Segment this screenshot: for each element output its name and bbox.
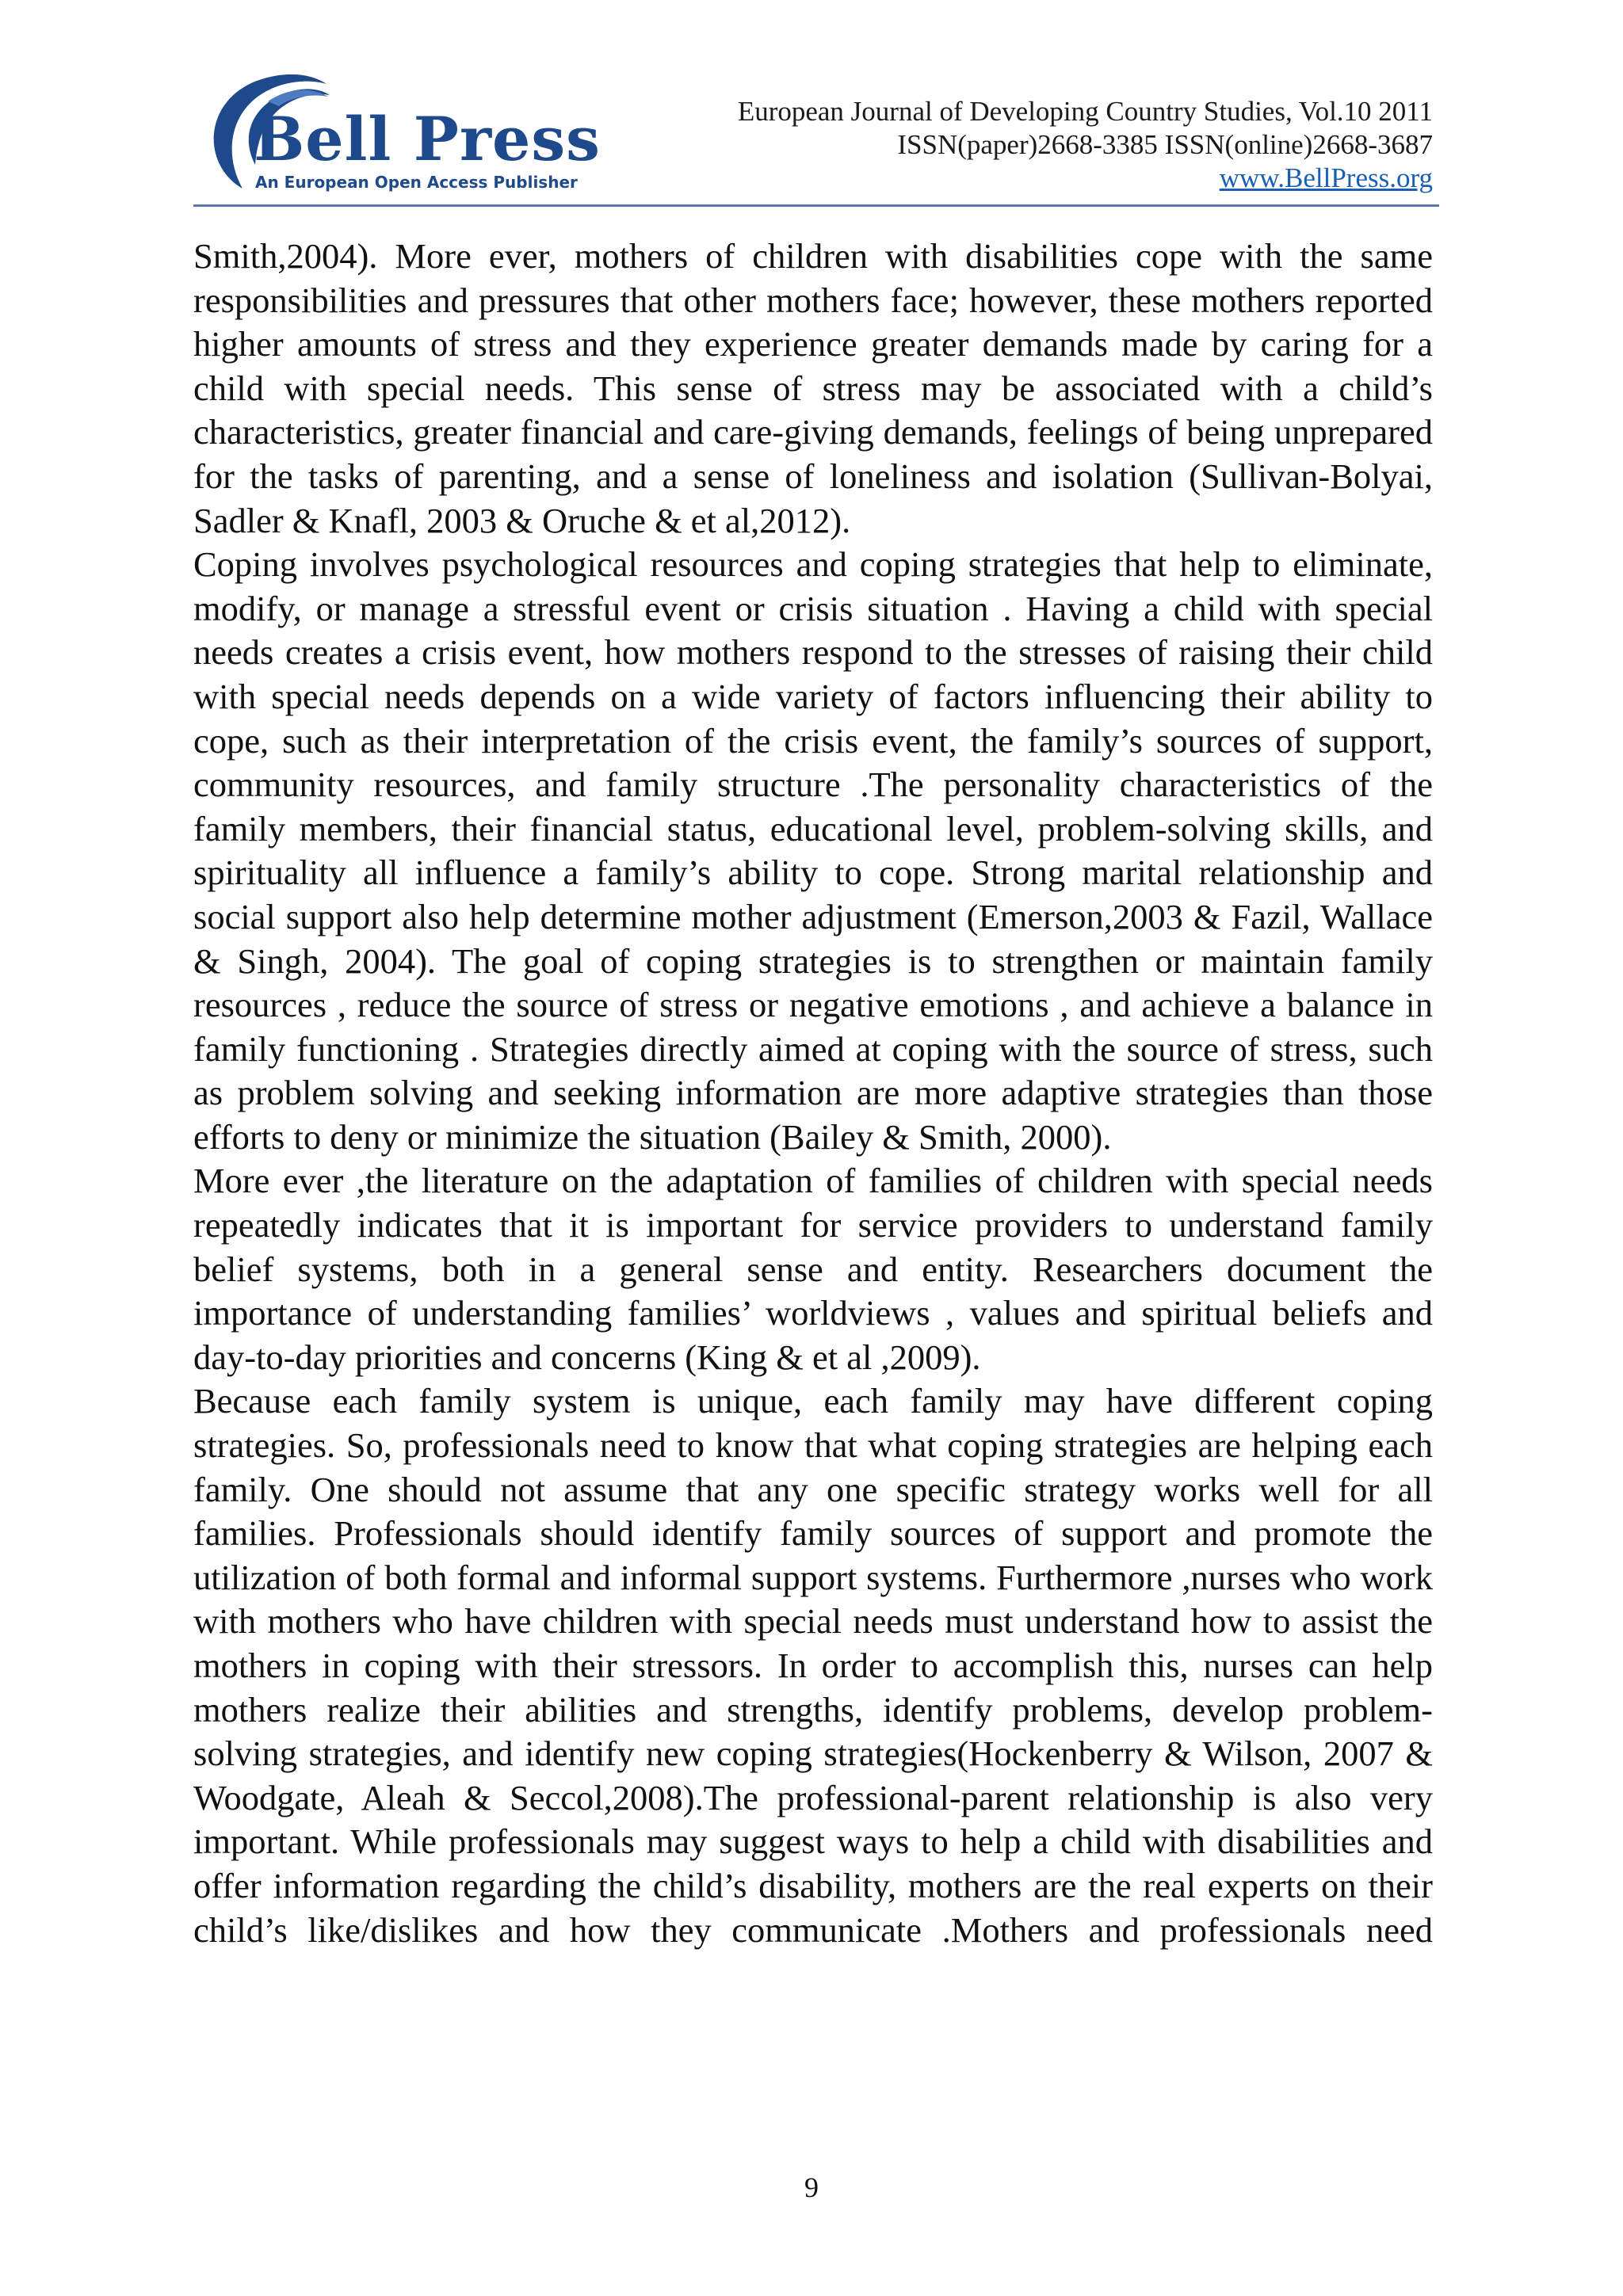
paragraph: Smith,2004). More ever, mothers of children with disabilities cope with the same responsibilities and pressures that other mothers face; however, these mothers reported higher amounts of stress and they experience greater demands made by caring for a child with special needs. This sense of stress may be associated with a child’s characteristics, greater financial and care-giving demands, feelings of being unprepared for the tasks of parenting, and a sense of loneliness and isolation (Sullivan-Bolyai, Sadler & Knafl, 2003 & Oruche & et al,2012). <box>193 236 1433 540</box>
header-divider <box>193 204 1439 207</box>
journal-header <box>738 95 1433 195</box>
logo-tagline: An European Open Access Publisher <box>255 173 578 192</box>
article-body <box>193 235 1433 1952</box>
page-number: 9 <box>804 2172 819 2203</box>
journal-title: European Journal of Developing Country Studies, Vol.10 2011 <box>737 96 1433 127</box>
bell-press-logo <box>193 70 601 196</box>
website-link[interactable]: www.BellPress.org <box>1219 162 1433 193</box>
paragraph: More ever ,the literature on the adaptation of families of children with special needs repeatedly indicates that it is important for service providers to understand family belief systems, both in a general sense and entity. Researchers document the importance of understanding families’ worldviews , values and spiritual beliefs and day-to-day priorities and concerns (King & et al ,2009). <box>193 1161 1433 1377</box>
paragraph: Coping involves psychological resources and coping strategies that help to eliminate, modify, or manage a stressful event or crisis situation . Having a child with special needs creates a crisis event, how mothers respond to the stresses of raising their child with special needs depends on a wide variety of factors influencing their ability to cope, such as their interpretation of the crisis event, the family’s sources of support, community resources, and family structure .The personality characteristics of the family members, their financial status, educational level, problem-solving skills, and spirituality all influence a family’s ability to cope. Strong marital relationship and social support also help determine mother adjustment (Emerson,2003 & Fazil, Wallace & Singh, 2004). The goal of coping strategies is to strengthen or maintain family resources , reduce the source of stress or negative emotions , and achieve a balance in family functioning . Strategies directly aimed at coping with the source of stress, such as problem solving and seeking information are more adaptive strategies than those efforts to deny or minimize the situation (Bailey & Smith, 2000). <box>193 544 1433 1157</box>
paragraph: Because each family system is unique, each family may have different coping strategies. So, professionals need to know that what coping strategies are helping each family. One should not assume that any one specific strategy works well for all families. Professionals should identify family sources of support and promote the utilization of both formal and informal support systems. Furthermore ,nurses who work with mothers who have children with special needs must understand how to assist the mothers in coping with their stressors. In order to accomplish this, nurses can help mothers realize their abilities and strengths, identify problems, develop problem-solving strategies, and identify new coping strategies(Hockenberry & Wilson, 2007 & Woodgate, Aleah & Seccol,2008).The professional-parent relationship is also very important. While professionals may suggest ways to help a child with disabilities and offer information regarding the child’s disability, mothers are the real experts on their child’s like/dislikes and how they communicate .Mothers and professionals need <box>193 1381 1433 1950</box>
logo-name: Bell Press <box>254 104 601 174</box>
issn-line: ISSN(paper)2668-3385 ISSN(online)2668-3687 <box>897 129 1433 160</box>
